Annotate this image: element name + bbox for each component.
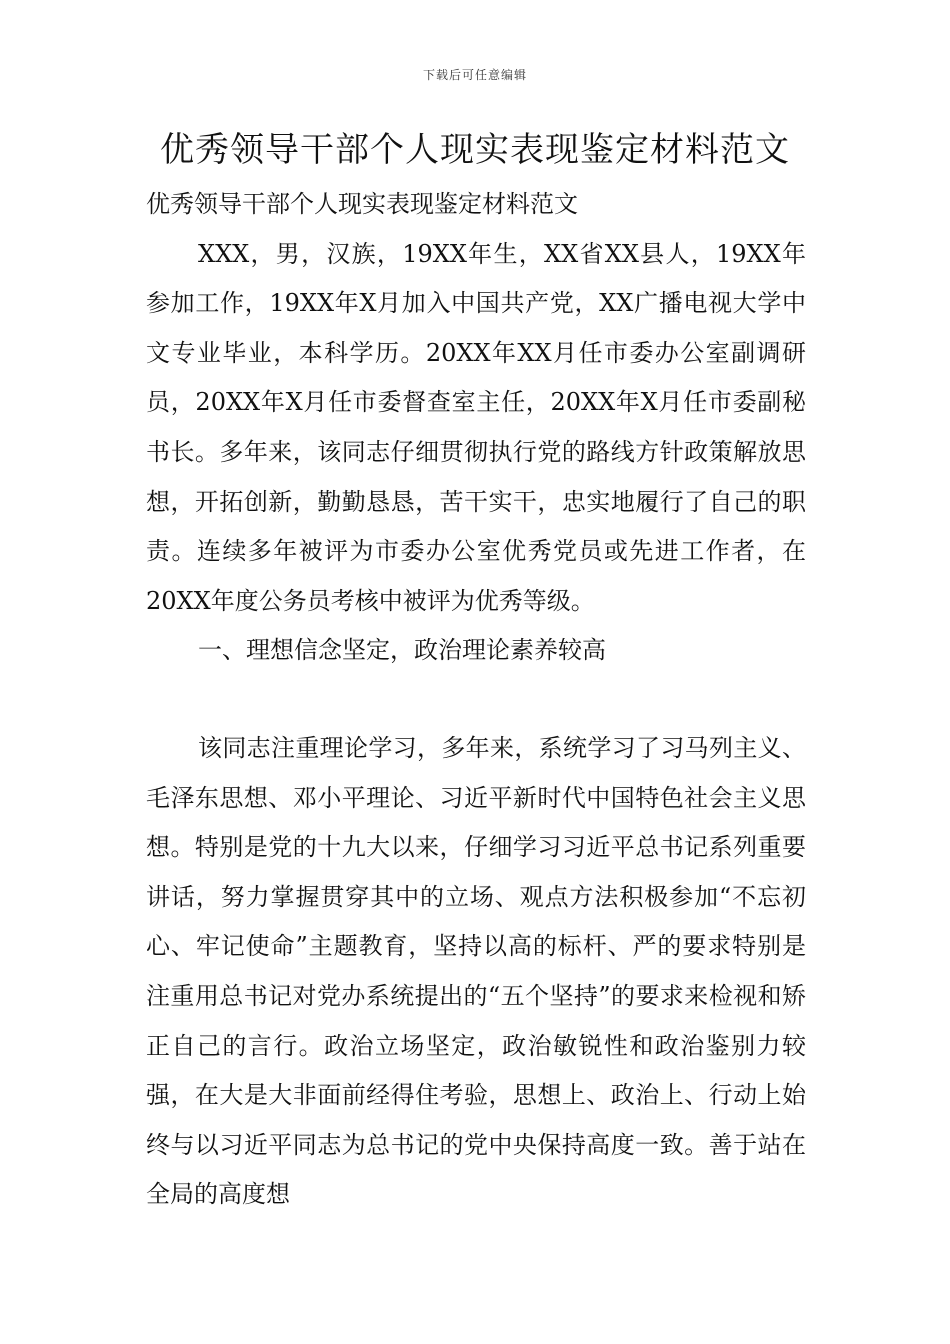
paragraph-gap <box>146 676 806 724</box>
section-1-paragraph: 该同志注重理论学习，多年来，系统学习了习马列主义、毛泽东思想、邓小平理论、习近平新时代中国特色社会主义思想。特别是党的十九大以来，仔细学习习近平总书记系列重要讲话，努力掌握贯穿其中的立场、观点方法积极参加“不忘初心、牢记使命”主题教育，坚持以高的标杆、严的要求特别是注重用总书记对党办系统提出的“五个坚持”的要求来检视和矫正自己的言行。政治立场坚定，政治敏锐性和政治鉴别力较强，在大是大非面前经得住考验，思想上、政治上、行动上始终与以习近平同志为总书记的党中央保持高度一致。善于站在全局的高度想 <box>146 733 806 1209</box>
section-1-heading: 一、理想信念坚定，政治理论素养较高 <box>198 636 606 665</box>
header-note: 下载后可任意编辑 <box>422 68 527 82</box>
document-body <box>146 180 806 1220</box>
intro-paragraph: XXX，男，汉族，19XX年生，XX省XX县人，19XX年参加工作，19XX年X月加入中国共产党，XX广播电视大学中文专业毕业，本科学历。20XX年XX月任市委办公室副调研员，20XX年X月任市委督查室主任，20XX年X月任市委副秘书长。多年来，该同志仔细贯彻执行党的路线方针政策解放思想，开拓创新，勤勤恳恳，苦干实干，忠实地履行了自己的职责。连续多年被评为市委办公室优秀党员或先进工作者，在20XX年度公务员考核中被评为优秀等级。 <box>146 239 806 615</box>
document-subtitle: 优秀领导干部个人现实表现鉴定材料范文 <box>146 190 578 218</box>
document-title: 优秀领导干部个人现实表现鉴定材料范文 <box>160 130 790 170</box>
